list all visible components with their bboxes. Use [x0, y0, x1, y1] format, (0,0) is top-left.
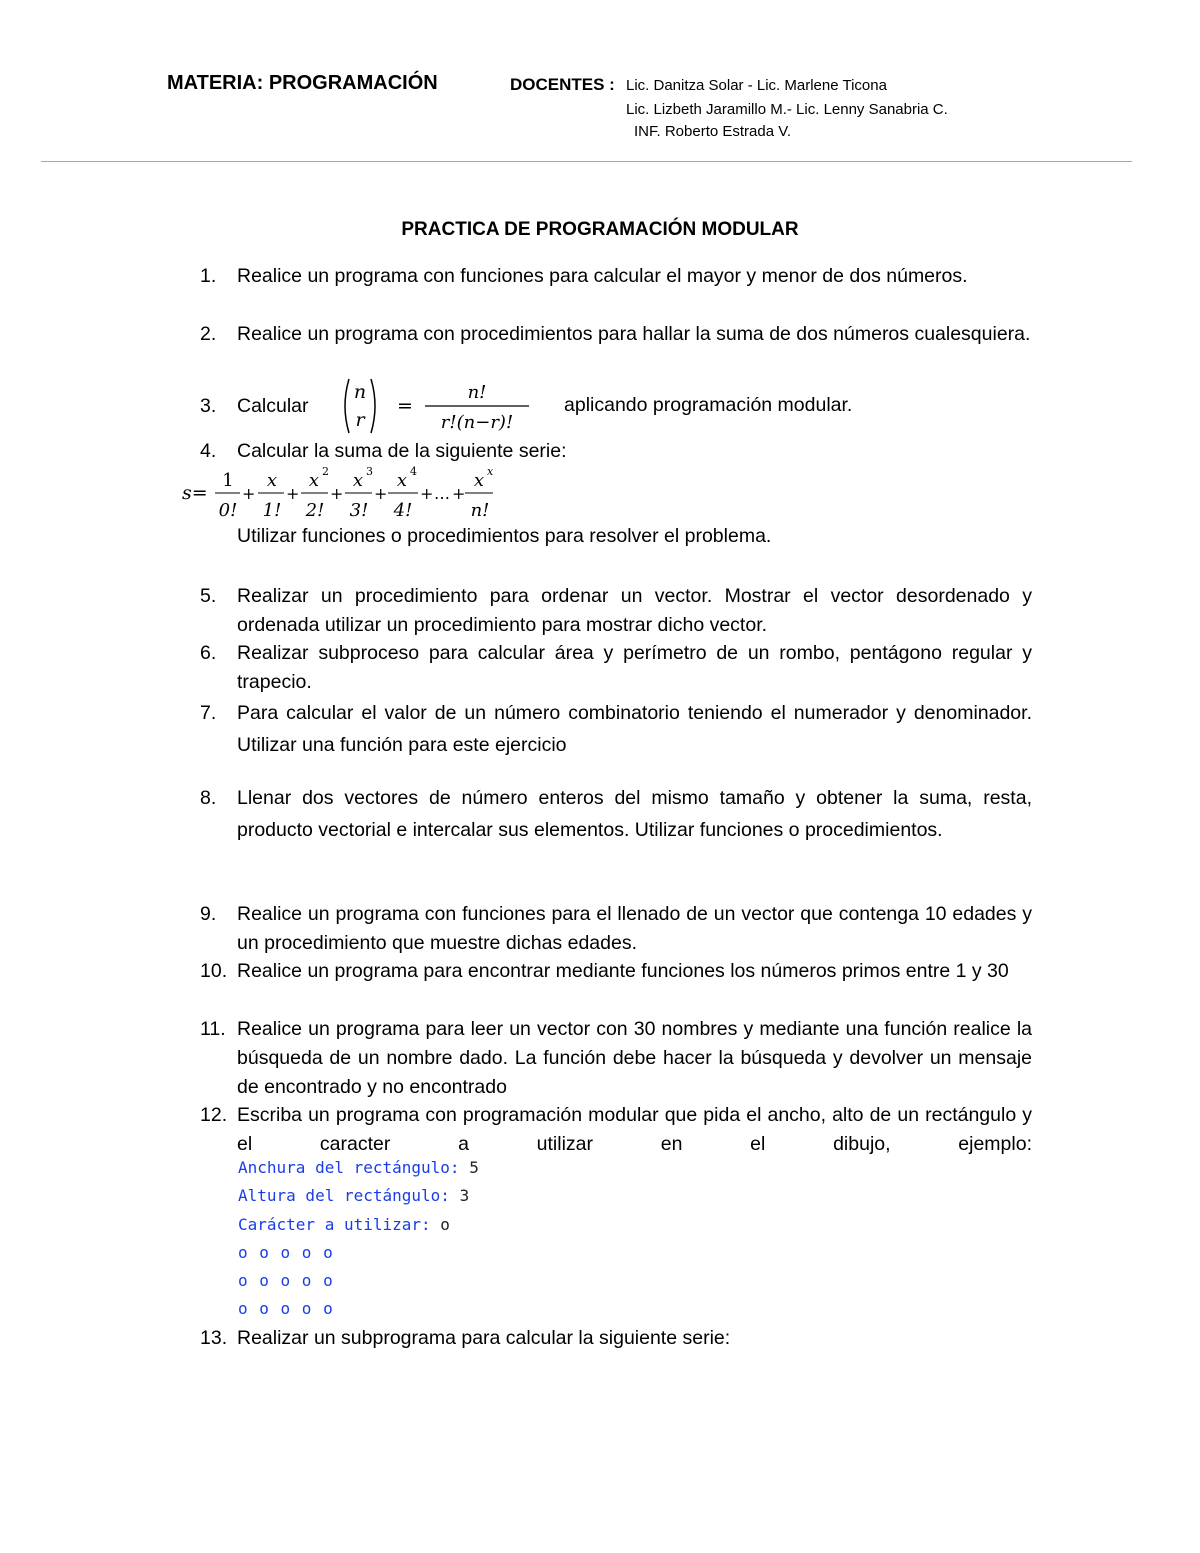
term-3-den: 2! [305, 500, 325, 521]
question-number: 5. [200, 585, 217, 607]
teachers-line-1: Lic. Danitza Solar - Lic. Marlene Ticona [626, 77, 887, 94]
series-lhs: s= [182, 482, 208, 504]
question-7 [200, 697, 1032, 761]
question-5 [200, 582, 1032, 640]
example-char-value: o [440, 1215, 450, 1234]
question-text: Realice un programa con procedimientos para hallar la suma de dos números cualesquiera. [237, 323, 1031, 345]
term-5-exp: 4 [410, 465, 417, 478]
plus-sign: + [286, 484, 300, 503]
question-text: Realice un programa para encontrar mediante funciones los números primos entre 1 y 30 [237, 960, 1009, 982]
question-text: Realice un programa con funciones para el llenado de un vector que contenga 10 edades y un procedimiento que muestre dichas edades. [237, 903, 1032, 954]
subject-heading: MATERIA: PROGRAMACIÓN [167, 72, 438, 94]
last-term-exp: x [487, 465, 494, 478]
binomial-bottom: r [355, 409, 365, 431]
teachers-line-2: Lic. Lizbeth Jaramillo M.- Lic. Lenny Sanabria C. [626, 101, 948, 118]
term-5-den: 4! [393, 500, 413, 521]
question-text: Escriba un programa con programación modular que pida el ancho, alto de un rectángulo y el caracter a utilizar en el dibujo, ejemplo: [237, 1104, 1032, 1155]
example-width-value: 5 [469, 1158, 479, 1177]
question-text: Realizar subproceso para calcular área y perímetro de un rombo, pentágono regular y trapecio. [237, 642, 1032, 693]
header-divider [41, 161, 1132, 162]
question-text: Realice un programa para leer un vector con 30 nombres y mediante una función realice la búsqueda de un nombre dado. La función debe hacer la búsqueda y devolver un mensaje de encontrado y no encontrado [237, 1018, 1032, 1098]
question-number: 4. [200, 440, 217, 462]
question-8 [200, 782, 1032, 846]
plus-sign: + [374, 484, 388, 503]
question-text: Llenar dos vectores de número enteros del mismo tamaño y obtener la suma, resta, producto vectorial e intercalar sus elementos. Utilizar funciones o procedimientos. [237, 787, 1032, 841]
question-9 [200, 900, 1032, 958]
question-2 [200, 320, 1032, 349]
question-4-note: Utilizar funciones o procedimientos para resolver el problema. [237, 525, 772, 547]
question-text: Realice un programa con funciones para calcular el mayor y menor de dos números. [237, 265, 968, 287]
series-ellipsis: … [434, 484, 450, 503]
document-title: PRACTICA DE PROGRAMACIÓN MODULAR [401, 219, 799, 240]
example-char-line [238, 1215, 450, 1234]
question-number: 12. [200, 1104, 228, 1126]
binomial-formula [335, 374, 535, 438]
question-number: 11. [200, 1018, 226, 1040]
plus-sign: + [330, 484, 344, 503]
term-1-den: 0! [218, 500, 238, 521]
example-height-line [238, 1186, 469, 1205]
question-text: Calcular [237, 395, 309, 417]
question-4 [200, 437, 1032, 466]
term-1-num: 1 [222, 470, 234, 491]
question-text: Realizar un subprograma para calcular la siguiente serie: [237, 1327, 731, 1349]
example-width-line [238, 1158, 479, 1177]
question-number: 10. [200, 960, 228, 982]
teachers-line-3: INF. Roberto Estrada V. [634, 123, 792, 140]
example-row: o o o o o [238, 1299, 334, 1318]
plus-sign: + [242, 484, 256, 503]
term-4-exp: 3 [366, 465, 373, 478]
question-number: 7. [200, 702, 217, 724]
question-3-after: aplicando programación modular. [564, 394, 853, 416]
question-text: Realizar un procedimiento para ordenar un vector. Mostrar el vector desordenado y ordenada utilizar un procedimiento para mostrar dicho vector. [237, 585, 1032, 636]
term-4-num: x [352, 470, 364, 491]
plus-sign: + [420, 484, 434, 503]
question-12 [200, 1101, 1032, 1159]
term-2-den: 1! [262, 500, 282, 521]
formula-numerator: n! [467, 382, 487, 403]
equals-sign: = [397, 395, 413, 417]
example-height-label: Altura del rectángulo: [238, 1186, 450, 1205]
question-1 [200, 262, 1032, 291]
question-text: Para calcular el valor de un número combinatorio teniendo el numerador y denominador. Utilizar una función para este ejercicio [237, 702, 1032, 756]
last-term-den: n! [470, 500, 490, 521]
binomial-top: n [353, 381, 367, 403]
example-width-label: Anchura del rectángulo: [238, 1158, 460, 1177]
question-number: 3. [200, 395, 217, 417]
question-6 [200, 639, 1032, 697]
term-3-num: x [308, 470, 320, 491]
term-5-num: x [396, 470, 408, 491]
plus-sign: + [452, 484, 466, 503]
example-char-label: Carácter a utilizar: [238, 1215, 431, 1234]
example-height-value: 3 [459, 1186, 470, 1205]
question-text: Calcular la suma de la siguiente serie: [237, 440, 567, 462]
question-number: 2. [200, 323, 217, 345]
last-term-num: x [473, 470, 485, 491]
teachers-label: DOCENTES : [510, 75, 615, 94]
example-row: o o o o o [238, 1271, 334, 1290]
formula-denominator: r!(n−r)! [440, 412, 514, 433]
term-2-num: x [266, 470, 278, 491]
term-3-exp: 2 [322, 465, 329, 478]
question-10 [200, 957, 1032, 986]
series-formula [180, 464, 510, 524]
term-4-den: 3! [349, 500, 369, 521]
question-number: 13. [200, 1327, 228, 1349]
question-number: 8. [200, 787, 217, 809]
question-11 [200, 1015, 1032, 1102]
question-number: 9. [200, 903, 217, 925]
question-number: 1. [200, 265, 217, 287]
question-13 [200, 1324, 1032, 1353]
example-row: o o o o o [238, 1243, 334, 1262]
question-number: 6. [200, 642, 217, 664]
